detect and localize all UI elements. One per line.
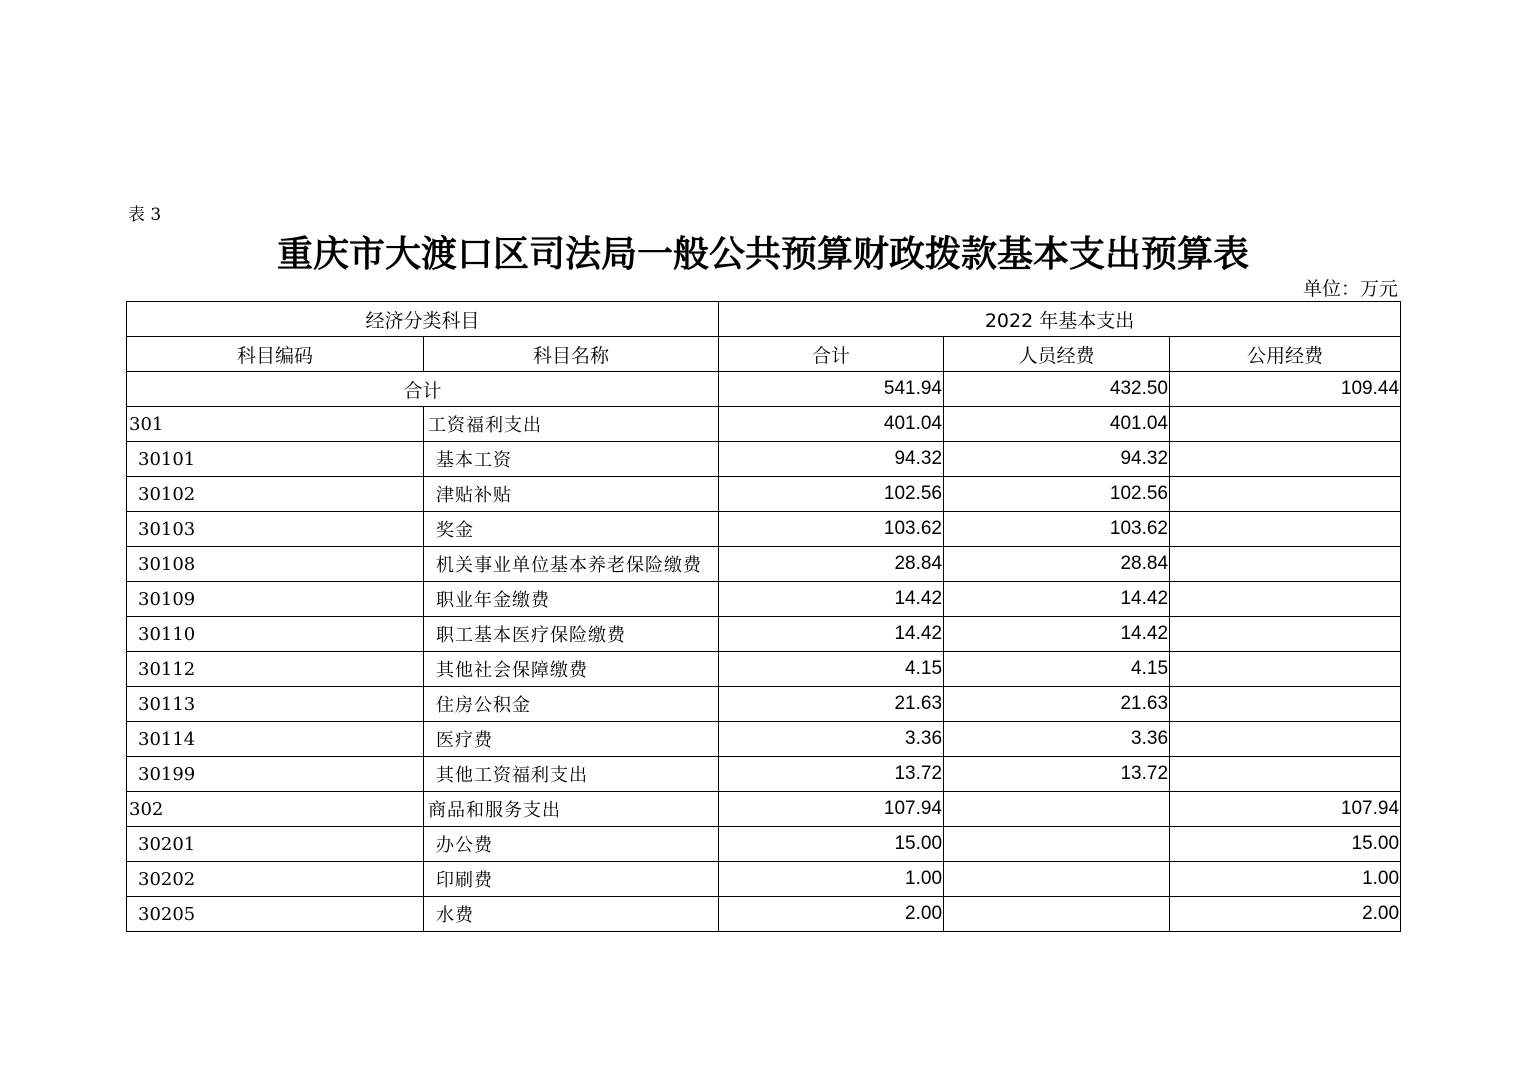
header-personnel: 人员经费 <box>944 337 1170 372</box>
row-public <box>1170 617 1401 652</box>
row-personnel: 94.32 <box>944 442 1170 477</box>
row-total: 28.84 <box>719 547 944 582</box>
header-name: 科目名称 <box>424 337 719 372</box>
row-personnel: 13.72 <box>944 757 1170 792</box>
row-total: 3.36 <box>719 722 944 757</box>
row-public <box>1170 547 1401 582</box>
row-code: 30114 <box>127 722 424 757</box>
row-personnel: 3.36 <box>944 722 1170 757</box>
table-row <box>127 477 1401 512</box>
row-total: 15.00 <box>719 827 944 862</box>
table-number: 表 3 <box>128 205 162 225</box>
row-code: 30110 <box>127 617 424 652</box>
table-row <box>127 512 1401 547</box>
row-name: 水费 <box>424 897 719 932</box>
table-row <box>127 582 1401 617</box>
table-row <box>127 442 1401 477</box>
row-name: 职工基本医疗保险缴费 <box>424 617 719 652</box>
row-total: 4.15 <box>719 652 944 687</box>
row-public: 1.00 <box>1170 862 1401 897</box>
row-public <box>1170 477 1401 512</box>
row-personnel: 28.84 <box>944 547 1170 582</box>
row-public <box>1170 652 1401 687</box>
row-total: 13.72 <box>719 757 944 792</box>
row-public <box>1170 512 1401 547</box>
row-code: 30103 <box>127 512 424 547</box>
row-total: 94.32 <box>719 442 944 477</box>
row-total: 14.42 <box>719 617 944 652</box>
row-name: 职业年金缴费 <box>424 582 719 617</box>
summary-public: 109.44 <box>1170 372 1401 407</box>
row-total: 14.42 <box>719 582 944 617</box>
row-total: 2.00 <box>719 897 944 932</box>
header-code: 科目编码 <box>127 337 424 372</box>
row-code: 301 <box>127 407 424 442</box>
table-row <box>127 827 1401 862</box>
row-total: 401.04 <box>719 407 944 442</box>
row-code: 30109 <box>127 582 424 617</box>
row-personnel: 21.63 <box>944 687 1170 722</box>
table-row <box>127 687 1401 722</box>
row-code: 30113 <box>127 687 424 722</box>
table-row <box>127 547 1401 582</box>
row-name: 商品和服务支出 <box>424 792 719 827</box>
row-code: 30202 <box>127 862 424 897</box>
summary-label: 合计 <box>127 372 719 407</box>
table-row <box>127 652 1401 687</box>
row-name: 工资福利支出 <box>424 407 719 442</box>
row-personnel: 14.42 <box>944 582 1170 617</box>
table-row <box>127 897 1401 932</box>
row-public <box>1170 442 1401 477</box>
row-code: 30199 <box>127 757 424 792</box>
row-code: 30201 <box>127 827 424 862</box>
header-total: 合计 <box>719 337 944 372</box>
table-row <box>127 407 1401 442</box>
row-name: 津贴补贴 <box>424 477 719 512</box>
table-row <box>127 722 1401 757</box>
row-name: 奖金 <box>424 512 719 547</box>
row-total: 107.94 <box>719 792 944 827</box>
header-economic-classification: 经济分类科目 <box>127 302 719 337</box>
row-code: 30205 <box>127 897 424 932</box>
row-name: 其他工资福利支出 <box>424 757 719 792</box>
table-row <box>127 757 1401 792</box>
row-name: 住房公积金 <box>424 687 719 722</box>
row-name: 其他社会保障缴费 <box>424 652 719 687</box>
table-row <box>127 617 1401 652</box>
unit-label: 单位：万元 <box>1302 278 1398 300</box>
row-personnel <box>944 792 1170 827</box>
summary-total: 541.94 <box>719 372 944 407</box>
row-code: 302 <box>127 792 424 827</box>
row-public: 2.00 <box>1170 897 1401 932</box>
summary-personnel: 432.50 <box>944 372 1170 407</box>
row-public <box>1170 407 1401 442</box>
header-column-row <box>127 337 1401 372</box>
row-public: 107.94 <box>1170 792 1401 827</box>
header-basic-expenditure: 2022 年基本支出 <box>719 302 1401 337</box>
row-public: 15.00 <box>1170 827 1401 862</box>
row-personnel: 4.15 <box>944 652 1170 687</box>
row-personnel <box>944 827 1170 862</box>
row-public <box>1170 582 1401 617</box>
row-personnel <box>944 862 1170 897</box>
row-personnel: 102.56 <box>944 477 1170 512</box>
row-name: 基本工资 <box>424 442 719 477</box>
row-code: 30102 <box>127 477 424 512</box>
header-public: 公用经费 <box>1170 337 1401 372</box>
page-title: 重庆市大渡口区司法局一般公共预算财政拨款基本支出预算表 <box>276 234 1249 275</box>
row-name: 医疗费 <box>424 722 719 757</box>
row-code: 30101 <box>127 442 424 477</box>
row-personnel <box>944 897 1170 932</box>
row-personnel: 14.42 <box>944 617 1170 652</box>
row-total: 1.00 <box>719 862 944 897</box>
row-public <box>1170 687 1401 722</box>
row-name: 印刷费 <box>424 862 719 897</box>
row-name: 办公费 <box>424 827 719 862</box>
summary-row <box>127 372 1401 407</box>
row-name: 机关事业单位基本养老保险缴费 <box>424 547 719 582</box>
row-public <box>1170 757 1401 792</box>
row-total: 21.63 <box>719 687 944 722</box>
row-public <box>1170 722 1401 757</box>
budget-table <box>126 301 1401 932</box>
table-row <box>127 862 1401 897</box>
row-total: 103.62 <box>719 512 944 547</box>
row-code: 30108 <box>127 547 424 582</box>
row-total: 102.56 <box>719 477 944 512</box>
table-row <box>127 792 1401 827</box>
row-personnel: 103.62 <box>944 512 1170 547</box>
row-personnel: 401.04 <box>944 407 1170 442</box>
row-code: 30112 <box>127 652 424 687</box>
header-group-row <box>127 302 1401 337</box>
